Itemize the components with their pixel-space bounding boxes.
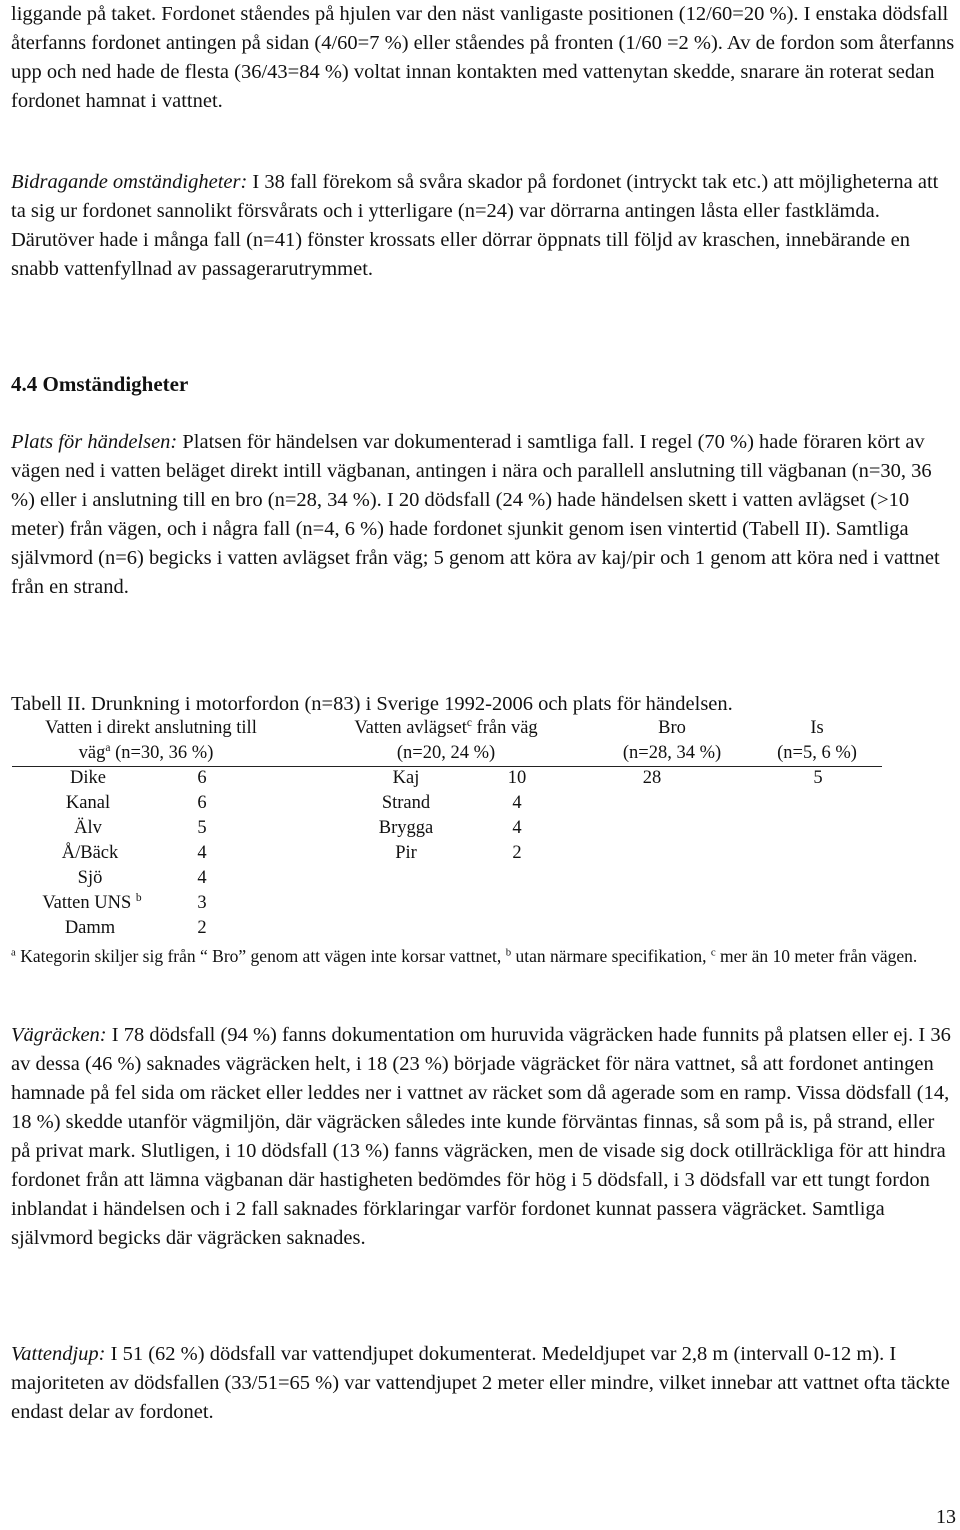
table-cell-label: Älv	[74, 818, 102, 838]
table-cell-label: Vatten UNS $^b$	[42, 892, 142, 913]
paragraph-lead-term: Vägräcken:	[11, 1024, 107, 1046]
column-header-bridge: Bro	[658, 718, 686, 738]
table-cell-value: 2	[197, 918, 207, 938]
table-cell-value: 4	[512, 793, 522, 813]
table-header-rule	[12, 766, 882, 767]
paragraph-text: I 51 (62 %) dödsfall var vattendjupet dokumenterat. Medeldjupet var 2,8 m (intervall 0-12 m). I majoriteten av dödsfallen (33/51=65 %) var vattendjupet 2 meter eller mindre, vilket innebar att vattnet ofta täckte endast delar av fordonet.	[11, 1343, 950, 1423]
table-cell-label: Damm	[64, 918, 116, 938]
table-cell-label: Sjö	[77, 868, 103, 888]
paragraph-contributing-factors	[11, 168, 956, 284]
footnote-marker: b	[505, 946, 512, 959]
table-cell-value: 6	[197, 793, 207, 813]
paragraph-vehicle-position	[11, 0, 956, 116]
table-cell-label: Å/Bäck	[61, 843, 119, 863]
table-cell-label: Kaj	[392, 768, 420, 788]
table-cell-value: 4	[197, 843, 207, 863]
footnote-marker: a	[105, 742, 111, 755]
paragraph-guardrails	[11, 1021, 956, 1253]
table-cell-value: 4	[512, 818, 522, 838]
table-cell-value: 5	[197, 818, 207, 838]
page-number: 13	[936, 1506, 956, 1528]
footnote-marker: b	[135, 892, 142, 905]
table-cell-value: 3	[197, 893, 207, 913]
table-cell-value: 4	[197, 868, 207, 888]
table-cell-value: 28	[642, 768, 662, 788]
footnote-marker: c	[466, 717, 472, 730]
table-cell-value: 2	[512, 843, 522, 863]
table-cell-label: Pir	[395, 843, 417, 863]
paragraph-lead-term: Bidragande omständigheter:	[11, 171, 248, 193]
footnote-marker: a	[11, 946, 16, 959]
table-cell-value: 6	[197, 768, 207, 788]
paragraph-lead-term: Plats för händelsen:	[11, 431, 178, 453]
section-heading: 4.4 Omständigheter	[11, 372, 189, 396]
table-cell-value: 10	[507, 768, 527, 788]
paragraph-text: Platsen för händelsen var dokumenterad i samtliga fall. I regel (70 %) hade föraren kört av vägen ned i vatten beläget direkt intill vägbanan, antingen i nära och parallell anslutning till vägbanan (n=30, 36 %) eller i anslutning till en bro (n=28, 34 %). I 20 dödsfall (24 %) hade händelsen skett i vatten avlägset (>10 meter) från vägen, och i några fall (n=4, 6 %) hade fordonet sjunkit genom isen vintertid (Tabell II). Samtliga självmord (n=6) begicks i vatten avlägset från väg; 5 genom att köra av kaj/pir och 1 genom att köra ned i vattnet från en strand.	[11, 431, 940, 598]
paragraph-text: I 38 fall förekom så svåra skador på fordonet (intryckt tak etc.) att möjligheterna att ta sig ur fordonet sannolikt försvårats och i ytterligare (n=24) var dörrarna antingen låsta eller fastklämda. Därutöver hade i många fall (n=41) fönster krossats eller dörrar öppnats till följd av kraschen, innebärande en snabb vattenfyllnad av passagerarutrymmet.	[11, 171, 939, 280]
table-ii	[12, 716, 884, 946]
table-caption: Tabell II. Drunkning i motorfordon (n=83) i Sverige 1992-2006 och plats för händelsen.	[11, 693, 733, 715]
paragraph-water-depth	[11, 1340, 956, 1427]
paragraph-text: I 78 dödsfall (94 %) fanns dokumentation om huruvida vägräcken hade funnits på platsen eller ej. I 36 av dessa (46 %) saknades vägräcken helt, i 18 (23 %) började vägräcket för nära vattnet, så att fordonet antingen hamnade på fel sida om räcket eller leddes ner i vattnet av räcket som då agerade som en ramp. Vissa dödsfall (14, 18 %) skedde utanför vägmiljön, där vägräcken således inte kunde förväntas finnas, så som på is, på strand, eller på privat mark. Slutligen, i 10 dödsfall (13 %) fanns vägräcken, men de visade sig dock otillräckliga för att hindra fordonet från att lämna vägbanan där hastigheten bedömdes för hög i 5 dödsfall, i 3 dödsfall var ett tungt fordon inblandat i händelsen och i 2 fall saknades förklaringar varför fordonet kunnat passera vägräcket. Samtliga självmord begicks där vägräcken saknades.	[11, 1024, 951, 1249]
paragraph-text: liggande på taket. Fordonet ståendes på hjulen var den näst vanligaste positionen (12/60=20 %). I enstaka dödsfall återfanns fordonet antingen på sidan (4/60=7 %) eller ståendes på fronten (1/60 =2 %). Av de fordon som återfanns upp och ned hade de flesta (36/43=84 %) voltat innan kontakten med vattenytan skedde, snarare än roterat sedan fordonet hamnat i vattnet.	[11, 3, 955, 112]
table-cell-label: Kanal	[65, 793, 111, 813]
table-cell-label: Brygga	[378, 818, 434, 838]
column-header-direct-n: väg$^a$ (n=30, 36 %)	[78, 742, 214, 763]
column-header-direct: Vatten i direkt anslutning till	[45, 718, 257, 738]
column-header-bridge-n: (n=28, 34 %)	[622, 743, 722, 763]
table-cell-label: Strand	[381, 793, 431, 813]
column-header-ice: Is	[810, 718, 824, 738]
table-cell-label: Dike	[70, 768, 106, 788]
footnote-marker: c	[710, 946, 716, 959]
table-cell-value: 5	[813, 768, 823, 788]
table-footnote: $^a$ Kategorin skiljer sig från “ Bro” genom att vägen inte korsar vattnet, $^b$ utan närmare specifikation, $^c$ mer än 10 meter från vägen.	[11, 946, 918, 966]
column-header-distant: Vatten avlägset$^c$ från väg	[354, 717, 538, 738]
column-header-ice-n: (n=5, 6 %)	[777, 743, 857, 763]
column-header-distant-n: (n=20, 24 %)	[396, 743, 496, 763]
paragraph-place-of-event	[11, 428, 956, 602]
paragraph-lead-term: Vattendjup:	[11, 1343, 106, 1365]
